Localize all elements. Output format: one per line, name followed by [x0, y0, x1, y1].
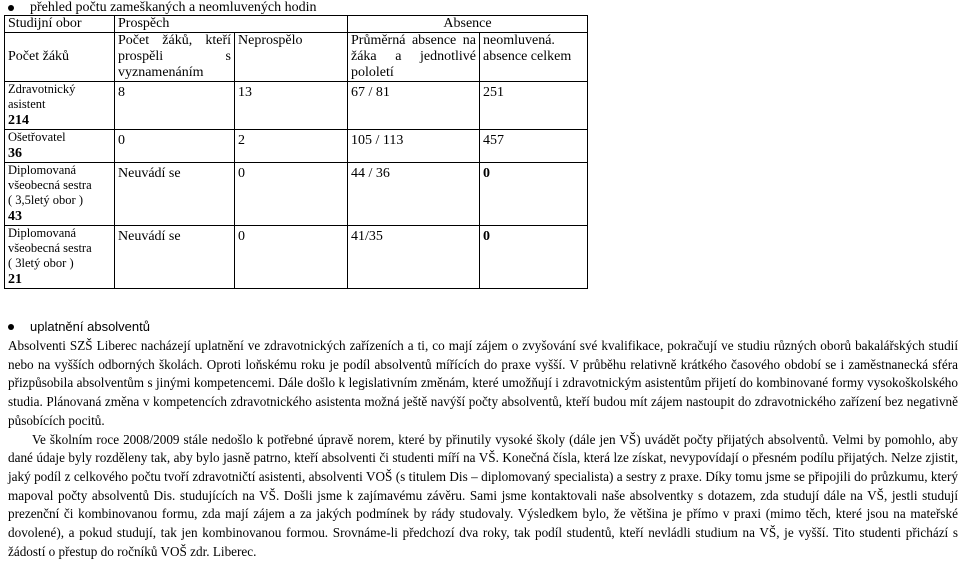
header-pocet-zaku: Počet žáků	[5, 33, 115, 82]
body-text	[8, 337, 958, 561]
row-name-cell	[5, 163, 115, 226]
row-name-line: Ošetřovatel	[8, 130, 66, 144]
row-prumerna: 41/35	[348, 226, 480, 289]
section-heading-absence-text: přehled počtu zameškaných a neomluvených hodin	[30, 0, 317, 15]
row-count: 214	[8, 113, 29, 128]
table-row	[5, 163, 588, 226]
row-vyznamenani: 0	[115, 130, 235, 163]
row-name-line: Zdravotnický	[8, 82, 76, 96]
paragraph-1: Absolventi SZŠ Liberec nacházejí uplatnění ve zdravotnických zařízeních a ti, co mají zájem o zvyšování své kvalifikace, pokračují ve studiu různých oborů bakalářských studií nebo na vyšších odborných školách. Oproti loňskému roku je podíl absolventů mířících do praxe vyšší. V průběhu relativně krátkého časového období se i zaměstnanecká sféra přizpůsobila absolventům s jinými kompetencemi. Dále došlo k legislativním změnám, které umožňují i zdravotnickým asistentům přijetí do kombinované formy vysokoškolského studia. Plánovaná změna v kompetencích zdravotnického asistenta možná ještě navýší počty absolventů, kteří budou mít zájem nastoupit do zdravotnického zařízení bez negativně působících pocitů.	[8, 338, 958, 428]
table-header-row	[5, 16, 588, 33]
row-neomluvena: 457	[480, 130, 588, 163]
header-studijni-obor: Studijní obor	[5, 16, 115, 33]
table-subheader-row	[5, 33, 588, 82]
row-neomluvena: 0	[480, 226, 588, 289]
row-name-line: asistent	[8, 97, 46, 111]
header-neprospelo: Neprospělo	[235, 33, 348, 82]
row-neprospelo: 13	[235, 82, 348, 130]
bullet-icon	[8, 5, 14, 11]
absence-table	[4, 15, 588, 289]
header-prospech: Prospěch	[115, 16, 348, 33]
table-row	[5, 226, 588, 289]
row-vyznamenani: 8	[115, 82, 235, 130]
row-name-line: všeobecná sestra	[8, 178, 92, 192]
row-count: 21	[8, 272, 22, 287]
row-name-cell	[5, 130, 115, 163]
row-name-line: Diplomovaná	[8, 163, 77, 177]
table-row	[5, 82, 588, 130]
row-prumerna: 67 / 81	[348, 82, 480, 130]
paragraph-2: Ve školním roce 2008/2009 stále nedošlo k potřebné úpravě norem, které by přinutily vysoké školy (dále jen VŠ) uvádět počty přijatých absolventů. Velmi by pomohlo, aby dané údaje byly rozděleny tak, aby bylo jasně patrno, kteří absolventi či studenti míří na VŠ. Konečná čísla, která lze získat, nevypovídají o přesném podílu přijatých. Nelze zjistit, jaký podíl z celkového počtu tvoří zdravotničtí asistenti, absolventi VOŠ (s titulem Dis – diplomovaný specialista) a sestry z praxe. Díky tomu jsme se připojili do průzkumu, který mapoval počty absolventů Dis. studujících na VŠ. Došli jsme k zajímavému závěru. Sami jsme kontaktovali naše absolventky s dotazem, zda studují dále na VŠ, jestli studují prezenční či kombinovanou formu, zda mají zájem a za jakých podmínek by rády studovaly. Výsledkem bylo, že většina je přímo v praxi (mimo těch, které jsou na mateřské dovolené), a pokud studují, tak jen kombinovanou formou. Srovnáme-li předchozí dva roky, tak podíl studentů, kteří nevládli studium na VŠ, je vyšší. Tito studenti přichází s žádostí o přestup do ročníků VOŠ zdr. Liberec.	[8, 431, 958, 559]
bullet-icon	[8, 324, 14, 330]
row-neprospelo: 0	[235, 163, 348, 226]
row-neomluvena: 251	[480, 82, 588, 130]
row-vyznamenani: Neuvádí se	[115, 226, 235, 289]
section-heading-absence	[8, 0, 317, 16]
row-name-line: Diplomovaná	[8, 226, 77, 240]
header-prumerna-absence: Průměrná absence na žáka a jednotlivé pololetí	[348, 33, 480, 82]
header-absence: Absence	[348, 16, 588, 33]
header-vyznamenani: Počet žáků, kteří prospěli s vyznamenáním	[115, 33, 235, 82]
row-neprospelo: 0	[235, 226, 348, 289]
header-neomluvena-absence: neomluvená. absence celkem	[480, 33, 588, 82]
section-heading-uplatneni-text: uplatnění absolventů	[30, 319, 150, 334]
row-name-line: ( 3letý obor )	[8, 256, 74, 270]
table-row	[5, 130, 588, 163]
row-vyznamenani: Neuvádí se	[115, 163, 235, 226]
row-name-cell	[5, 82, 115, 130]
row-prumerna: 44 / 36	[348, 163, 480, 226]
row-name-cell	[5, 226, 115, 289]
row-neprospelo: 2	[235, 130, 348, 163]
row-prumerna: 105 / 113	[348, 130, 480, 163]
row-neomluvena: 0	[480, 163, 588, 226]
row-count: 43	[8, 209, 22, 224]
section-heading-uplatneni	[8, 319, 150, 335]
row-name-line: všeobecná sestra	[8, 241, 92, 255]
row-count: 36	[8, 146, 22, 161]
row-name-line: ( 3,5letý obor )	[8, 193, 83, 207]
